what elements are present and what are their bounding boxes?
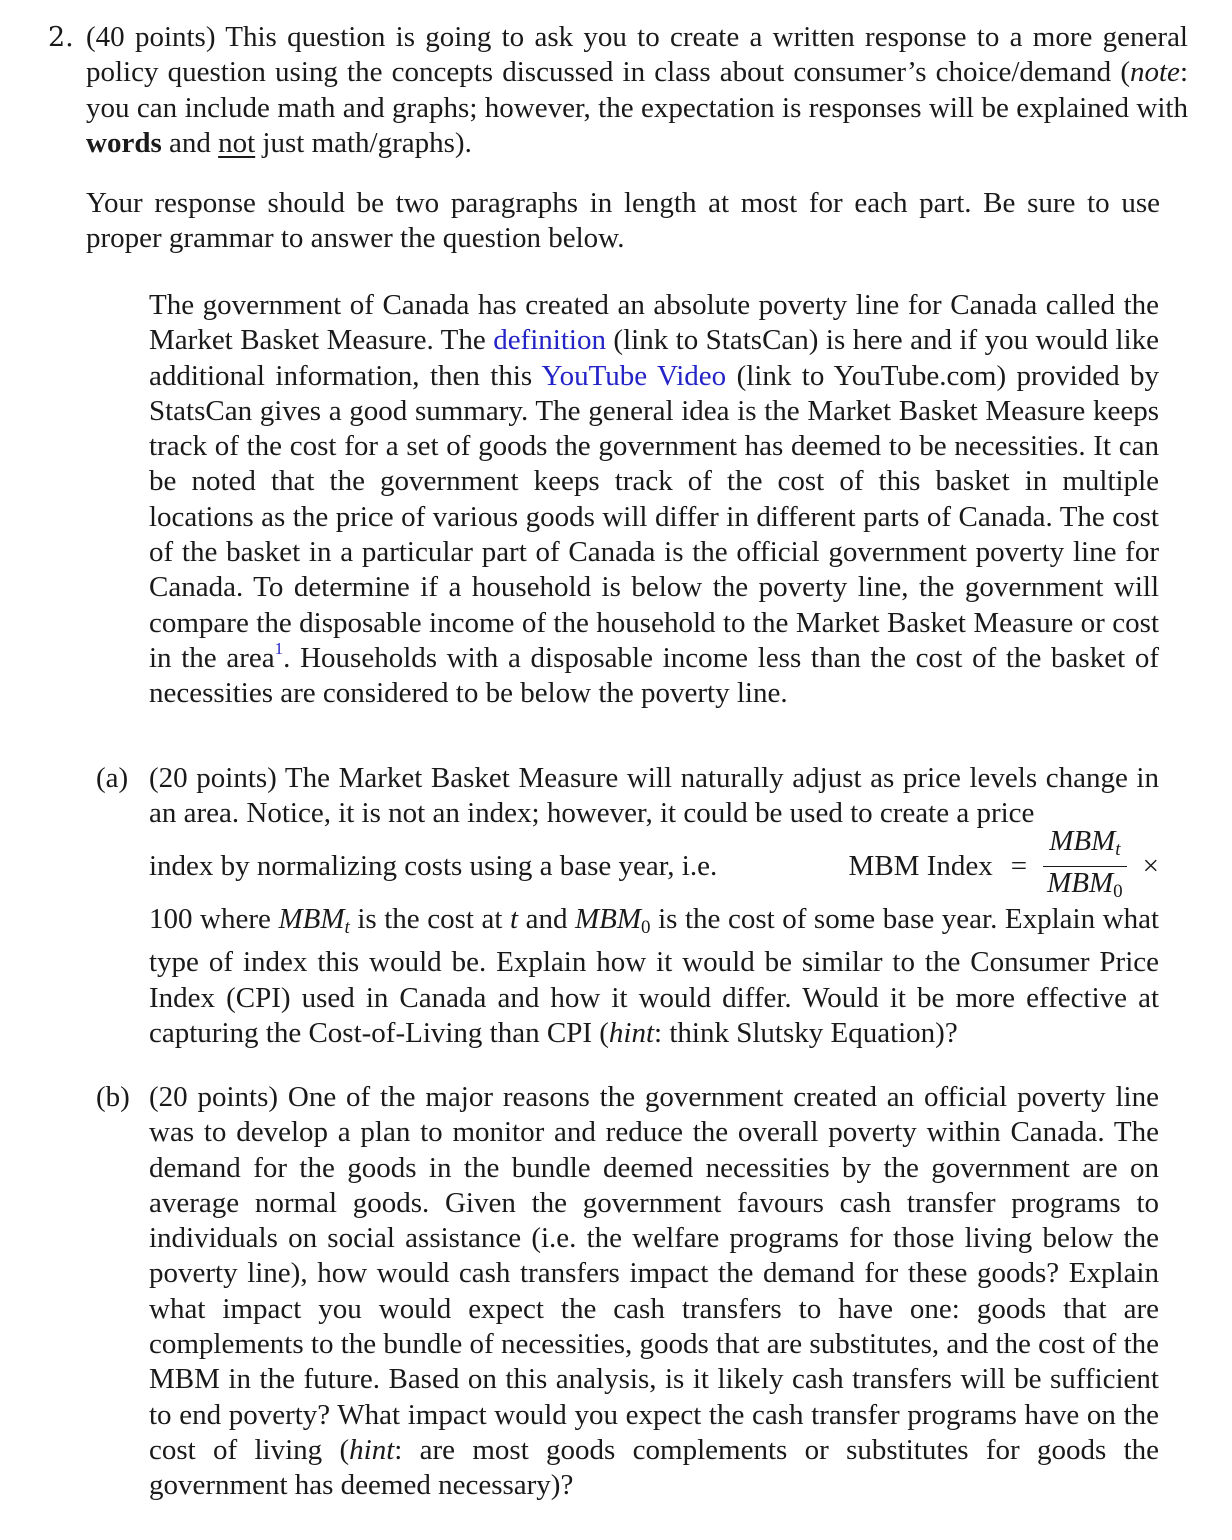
intro-text: just math/graphs). [255,126,472,159]
var-mbm-t [278,903,350,939]
numerator-subscript: t [1115,839,1121,861]
response-instructions: Your response should be two paragraphs in length at most for each part. Be sure to use proper grammar to answer the question below. [86,187,1160,255]
equals-sign: = [1010,850,1028,883]
hint-label: hint [608,1017,655,1050]
question-intro [86,20,1188,161]
note-label: note [1130,56,1180,89]
var-mbm-t-base: MBM [278,903,345,936]
part-a-text-span: is the cost of some base year. Explain what type of index this would be. Explain how it would be similar to the Consumer Price Index (CPI) used in Canada and how it would differ. Would it be more effective at capturing the Cost-of-Living than CPI ( [149,903,1160,1050]
var-mbm-0-subscript: 0 [641,917,651,939]
var-mbm-t-subscript: t [344,917,350,939]
context-text: . Households with a disposable income less than the cost of the basket of necessities are considered to be below the poverty line. [149,641,1159,710]
part-b-label: (b) [96,1081,130,1113]
part-b-text-span: : are most goods complements or substitutes for goods the government has deemed necessary)? [149,1433,1159,1502]
context-paragraph [149,288,1159,712]
part-a-text-span: 100 where [149,903,279,936]
part-b-text-span: (20 points) One of the major reasons the government created an official poverty line was to develop a plan to monitor and reduce the overall poverty within Canada. The demand for the goods in the bundle deemed necessities by the government are on average normal goods. Given the government favours cash transfer programs to individuals on social assistance (i.e. the welfare programs for those living below the poverty line), how would cash transfers impact the demand for these goods? Explain what impact you would expect the cash transfers to have one: goods that are complements to the bundle of necessities, goods that are substitutes, and the cost of the MBM in the future. Based on this analysis, is it likely cash transfers will be sufficient to end poverty? What impact would you expect the cash transfer programs have on the cost of living ( [149,1081,1159,1466]
context-text: The government of Canada has created an absolute poverty line for Canada called the Market Basket Measure. The [149,289,1159,357]
part-a-text-span: is the cost at [349,903,510,936]
var-mbm-0 [575,903,651,939]
mbm-fraction [1043,825,1127,908]
var-t: t [509,903,519,936]
definition-link[interactable]: definition [493,324,606,357]
hint-label: hint [349,1433,395,1466]
part-a-text-span: and [518,903,575,936]
var-mbm-0-base: MBM [575,903,642,936]
denominator-base: MBM [1047,867,1114,900]
question-points: (40 points) [86,21,216,53]
context-text: (link to YouTube.com) provided by StatsCan gives a good summary. The general idea is the Market Basket Measure keeps track of the cost for a set of goods the government has deemed to be necessities. It can be noted that the government keeps track of the cost of this basket in multiple locations as the price of various goods will differ in different parts of Canada. The cost of the basket in a particular part of Canada is the official government poverty line for Canada. To determine if a household is below the poverty line, the government will compare the disposable income of the household to the Market Basket Measure or cost in the area [149,359,1160,674]
formula-label: MBM Index [848,850,993,883]
mbm-index-formula-line [149,825,1159,903]
youtube-video-link[interactable]: YouTube Video [541,359,727,392]
part-b-text [149,1080,1159,1504]
fraction-numerator [1045,825,1124,866]
intro-text: and [161,126,219,159]
footnote-marker[interactable]: 1 [274,638,284,658]
mbm-index-formula [849,825,1159,908]
intro-text: : you can include math and graphs; however, the expectation is responses will be explained with [86,56,1188,124]
numerator-base: MBM [1049,825,1116,858]
context-text: (link to StatsCan) is here and if you would like additional information, then this [149,324,1159,392]
part-a-rest [149,902,1159,1051]
part-a-text-span: : think Slutsky Equation)? [654,1017,958,1050]
part-a-text [149,761,1159,1051]
part-a-line-1: (20 points) The Market Basket Measure will naturally adjust as price levels change in an area. Notice, it is not an index; however, it could be used to create a price [149,762,1159,830]
denominator-subscript: 0 [1113,881,1123,903]
times-sign: × [1142,850,1159,883]
part-a-label: (a) [96,762,129,794]
intro-text: This question is going to ask you to create a written response to a more general policy question using the concepts discussed in class about consumer’s choice/demand ( [86,21,1188,89]
part-a-formula-lead: index by normalizing costs using a base year, i.e. [149,850,718,883]
emphasis-words: words [86,126,162,159]
question-number: 2. [48,22,74,53]
emphasis-not: not [218,126,256,159]
